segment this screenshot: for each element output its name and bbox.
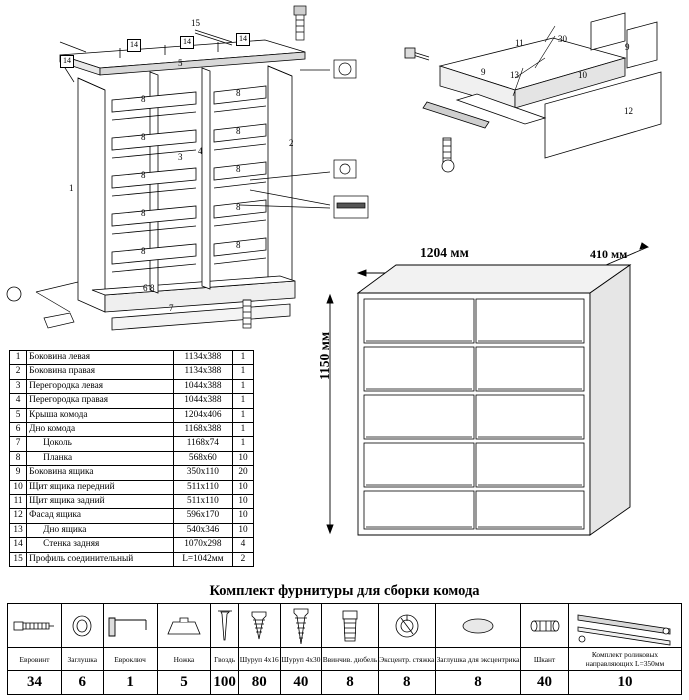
part-name: Фасад ящика: [27, 509, 174, 523]
hardware-name: Евроключ: [103, 648, 157, 671]
callout-14-c: 14: [180, 36, 194, 49]
parts-table: [9, 350, 254, 567]
callout-1: 1: [69, 183, 74, 193]
hardware-name: Шкант: [521, 648, 569, 671]
part-index: 9: [10, 466, 27, 480]
part-index: 1: [10, 351, 27, 365]
dowel-icon: [521, 604, 569, 648]
callout-14-b: 14: [127, 39, 141, 52]
part-index: 2: [10, 365, 27, 379]
part-name: Боковина левая: [27, 351, 174, 365]
part-dimension: 1168х74: [173, 437, 232, 451]
part-dimension: 1044х388: [173, 394, 232, 408]
callout-8-3: 8: [141, 170, 146, 180]
callout-8-11: 8: [150, 283, 155, 293]
hardware-quantity: 40: [280, 671, 322, 695]
part-quantity: 2: [232, 552, 253, 566]
part-name: Щит ящика передний: [27, 480, 174, 494]
callout-14-a: 14: [60, 55, 74, 68]
part-dimension: L=1042мм: [173, 552, 232, 566]
part-name: Щит ящика задний: [27, 495, 174, 509]
table-row: [10, 379, 254, 393]
hardware-name: Шуруп 4х30: [280, 648, 322, 671]
table-row: [10, 351, 254, 365]
part-index: 8: [10, 451, 27, 465]
drawer-callout-10: 10: [578, 70, 587, 80]
callout-5: 5: [178, 58, 183, 68]
drawer-callout-13: 13: [510, 70, 519, 80]
part-dimension: 1044х388: [173, 379, 232, 393]
hardware-name: Шуруп 4х16: [238, 648, 280, 671]
part-name: Боковина ящика: [27, 466, 174, 480]
callout-3: 3: [178, 152, 183, 162]
part-dimension: 1168х388: [173, 423, 232, 437]
part-quantity: 1: [232, 423, 253, 437]
table-row: [10, 480, 254, 494]
hardware-quantity: 34: [8, 671, 62, 695]
part-index: 13: [10, 523, 27, 537]
euro-screw-icon: [8, 604, 62, 648]
callout-8-1: 8: [141, 94, 146, 104]
product-dimension-diagram: [300, 235, 689, 565]
hardware-quantity: 6: [61, 671, 103, 695]
table-row: [10, 408, 254, 422]
euro-key-icon: [103, 604, 157, 648]
callout-15: 15: [191, 18, 200, 28]
part-name: Крыша комода: [27, 408, 174, 422]
drawer-callout-30: 30: [558, 34, 567, 44]
eccentric-tie-icon: [378, 604, 435, 648]
part-name: Дно ящика: [27, 523, 174, 537]
part-quantity: 4: [232, 538, 253, 552]
table-row: [10, 523, 254, 537]
callout-8-2: 8: [141, 132, 146, 142]
callout-8-7: 8: [236, 126, 241, 136]
part-quantity: 1: [232, 394, 253, 408]
part-index: 5: [10, 408, 27, 422]
roller-guides-icon: [569, 604, 682, 648]
cap-icon: [61, 604, 103, 648]
hardware-quantity: 1: [103, 671, 157, 695]
part-dimension: 596х170: [173, 509, 232, 523]
table-row: [10, 538, 254, 552]
part-quantity: 1: [232, 437, 253, 451]
part-index: 12: [10, 509, 27, 523]
nail-icon: [211, 604, 238, 648]
callout-8-4: 8: [141, 208, 146, 218]
screw-in-dowel-icon: [322, 604, 378, 648]
hardware-quantity: 8: [378, 671, 435, 695]
callout-14-d: 14: [236, 33, 250, 46]
callout-6: 6: [143, 283, 148, 293]
dimension-width-label: 1204 мм: [420, 245, 469, 260]
callout-8-8: 8: [236, 164, 241, 174]
hardware-quantity: 100: [211, 671, 238, 695]
hardware-quantity: 8: [322, 671, 378, 695]
callout-2: 2: [289, 138, 294, 148]
callout-8-6: 8: [236, 88, 241, 98]
part-dimension: 511х110: [173, 495, 232, 509]
part-dimension: 1070х298: [173, 538, 232, 552]
part-index: 14: [10, 538, 27, 552]
part-index: 3: [10, 379, 27, 393]
part-dimension: 540х346: [173, 523, 232, 537]
drawer-callout-9-a: 9: [625, 42, 630, 52]
callout-8-5: 8: [141, 246, 146, 256]
part-quantity: 1: [232, 379, 253, 393]
part-quantity: 10: [232, 451, 253, 465]
part-index: 6: [10, 423, 27, 437]
part-quantity: 1: [232, 408, 253, 422]
part-name: Планка: [27, 451, 174, 465]
part-dimension: 1204х406: [173, 408, 232, 422]
table-row: [10, 437, 254, 451]
hardware-name: Ввинчив. дюбель: [322, 648, 378, 671]
hardware-quantity: 5: [157, 671, 211, 695]
table-row: [10, 552, 254, 566]
dimension-height-label: 1150 мм: [317, 331, 332, 380]
screw-4x30-icon: [280, 604, 322, 648]
table-row: [10, 365, 254, 379]
part-name: Боковина правая: [27, 365, 174, 379]
table-row: [10, 509, 254, 523]
table-row: [10, 495, 254, 509]
hardware-name: Гвоздь: [211, 648, 238, 671]
screw-4x16-icon: [238, 604, 280, 648]
part-quantity: 1: [232, 351, 253, 365]
part-name: Профиль соединительный: [27, 552, 174, 566]
callout-7: 7: [169, 303, 174, 313]
part-dimension: 511х110: [173, 480, 232, 494]
hardware-name: Заглушка: [61, 648, 103, 671]
table-row: [10, 423, 254, 437]
part-name: Перегородка левая: [27, 379, 174, 393]
hardware-name: Заглушка для эксцентрика: [435, 648, 520, 671]
hardware-quantity: 40: [521, 671, 569, 695]
table-row: [10, 451, 254, 465]
part-name: Дно комода: [27, 423, 174, 437]
drawer-callout-11: 11: [515, 38, 524, 48]
part-quantity: 10: [232, 495, 253, 509]
dimension-depth-label: 410 мм: [590, 247, 628, 261]
part-index: 10: [10, 480, 27, 494]
part-index: 11: [10, 495, 27, 509]
drawer-callout-12: 12: [624, 106, 633, 116]
hardware-name: Евровинт: [8, 648, 62, 671]
table-row: [10, 466, 254, 480]
drawer-callout-9-b: 9: [481, 67, 486, 77]
part-name: Перегородка правая: [27, 394, 174, 408]
hardware-name: Ножка: [157, 648, 211, 671]
callout-8-9: 8: [236, 202, 241, 212]
part-quantity: 10: [232, 523, 253, 537]
part-index: 4: [10, 394, 27, 408]
hardware-name: Комплект роликовых направляющих L=350мм: [569, 648, 682, 671]
hardware-quantity: 80: [238, 671, 280, 695]
hardware-section-title: Комплект фурнитуры для сборки комода: [209, 583, 480, 599]
part-quantity: 10: [232, 509, 253, 523]
hardware-quantity: 10: [569, 671, 682, 695]
part-dimension: 1134х388: [173, 365, 232, 379]
callout-4: 4: [198, 146, 203, 156]
drawer-assembly-diagram: [395, 8, 689, 173]
eccentric-cap-icon: [435, 604, 520, 648]
foot-icon: [157, 604, 211, 648]
part-dimension: 568х60: [173, 451, 232, 465]
part-index: 15: [10, 552, 27, 566]
part-dimension: 350х110: [173, 466, 232, 480]
callout-8-10: 8: [236, 240, 241, 250]
part-quantity: 10: [232, 480, 253, 494]
hardware-quantity: 8: [435, 671, 520, 695]
part-quantity: 1: [232, 365, 253, 379]
part-name: Цоколь: [27, 437, 174, 451]
table-row: [10, 394, 254, 408]
hardware-table: [7, 603, 682, 695]
part-dimension: 1134х388: [173, 351, 232, 365]
part-index: 7: [10, 437, 27, 451]
hardware-name: Эксцентр. стяжка: [378, 648, 435, 671]
part-name: Стенка задняя: [27, 538, 174, 552]
part-quantity: 20: [232, 466, 253, 480]
